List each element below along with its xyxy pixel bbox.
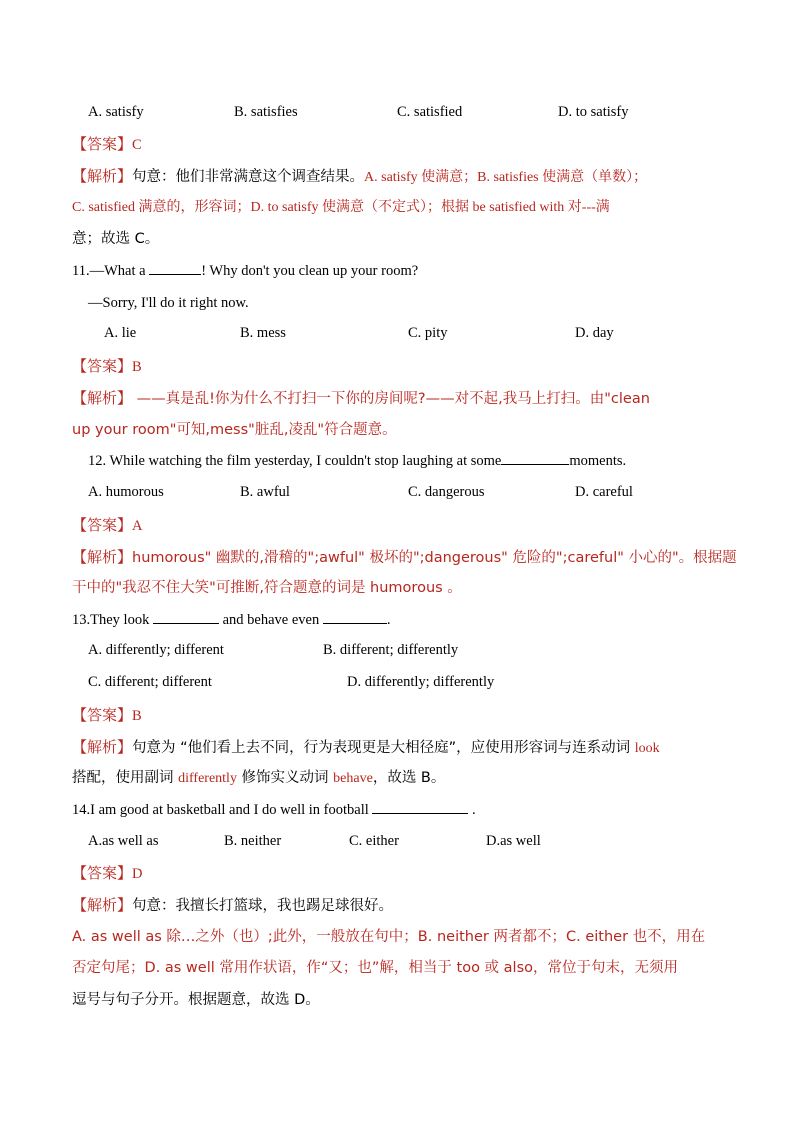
q11-option-a: A. lie bbox=[104, 325, 137, 341]
q11-option-b: B. mess bbox=[240, 325, 286, 341]
q12-answer bbox=[72, 516, 143, 535]
answer-value: A bbox=[132, 518, 143, 534]
q14-option-a: A.as well as bbox=[88, 833, 159, 849]
q11-stem-reply: —Sorry, I'll do it right now. bbox=[88, 295, 249, 311]
q10-option-b: B. satisfies bbox=[234, 104, 298, 120]
q10-analysis-line-2: C. satisfied 满意的，形容词；D. to satisfy 使满意（不定式）；根据 be satisfied with 对---满 bbox=[72, 200, 610, 215]
q14-stem: 14.I am good at basketball and I do well in football . bbox=[72, 802, 476, 818]
q14-option-c: C. either bbox=[349, 833, 399, 849]
q11-option-d: D. day bbox=[575, 325, 614, 341]
answer-value: B bbox=[132, 708, 142, 724]
q12-option-a: A. humorous bbox=[88, 484, 164, 500]
q14-option-b: B. neither bbox=[224, 833, 282, 849]
q12-stem: 12. While watching the film yesterday, I couldn't stop laughing at some moments. bbox=[88, 453, 627, 469]
answer-label: 【答案】 bbox=[72, 135, 133, 153]
analysis-label: 【解析】 bbox=[72, 389, 133, 407]
q11-stem: 11.—What a ! Why don't you clean up your room? bbox=[72, 263, 419, 279]
q11-analysis-line-2: up your room"可知,mess"脏乱,凌乱"符合题意。 bbox=[72, 422, 397, 438]
q11-analysis-line-1: 【解析】 ——真是乱!你为什么不打扫一下你的房间呢?——对不起,我马上打扫。由"clean bbox=[72, 389, 650, 407]
answer-blank-2 bbox=[323, 611, 387, 624]
q11-answer bbox=[72, 357, 142, 376]
q11-option-c: C. pity bbox=[408, 325, 448, 341]
q12-analysis-line-2: 干中的"我忍不住大笑"可推断,符合题意的词是 humorous 。 bbox=[72, 580, 462, 596]
analysis-label: 【解析】 bbox=[72, 896, 133, 914]
q14-option-d: D.as well bbox=[486, 833, 541, 849]
q13-option-c: C. different; different bbox=[88, 674, 212, 690]
q12-analysis-line-1: 【解析】humorous" 幽默的,滑稽的";awful" 极坏的";dangerous" 危险的";careful" 小心的"。根据题 bbox=[72, 548, 737, 566]
q13-option-a: A. differently; different bbox=[88, 642, 224, 658]
q12-option-d: D. careful bbox=[575, 484, 633, 500]
q13-answer bbox=[72, 706, 142, 725]
q14-analysis-line-2: A. as well as 除…之外（也）;此外，一般放在句中；B. neither 两者都不；C. either 也不，用在 bbox=[72, 929, 706, 945]
analysis-label: 【解析】 bbox=[72, 738, 133, 756]
answer-label: 【答案】 bbox=[72, 706, 133, 724]
answer-blank-1 bbox=[153, 611, 219, 624]
answer-blank bbox=[149, 262, 201, 275]
q12-option-c: C. dangerous bbox=[408, 484, 485, 500]
q14-answer bbox=[72, 864, 143, 883]
q10-option-d: D. to satisfy bbox=[558, 104, 629, 120]
q12-option-b: B. awful bbox=[240, 484, 290, 500]
q13-option-d: D. differently; differently bbox=[347, 674, 495, 690]
q13-analysis-line-2: 搭配，使用副词 differently 修饰实义动词 behave，故选 B。 bbox=[72, 770, 446, 786]
q10-answer bbox=[72, 135, 142, 154]
analysis-label: 【解析】 bbox=[72, 548, 133, 566]
answer-value: C bbox=[132, 137, 142, 153]
q14-analysis-line-3: 否定句尾；D. as well 常用作状语，作“又；也”解，相当于 too 或 also，常位于句末，无须用 bbox=[72, 960, 678, 976]
q10-option-a: A. satisfy bbox=[88, 104, 144, 120]
q10-analysis-line-1: 【解析】句意：他们非常满意这个调查结果。A. satisfy 使满意；B. satisfies 使满意（单数）； bbox=[72, 167, 648, 185]
q14-analysis-line-4: 逗号与句子分开。根据题意，故选 D。 bbox=[72, 992, 320, 1008]
q13-option-b: B. different; differently bbox=[323, 642, 459, 658]
q10-analysis-line-3: 意；故选 C。 bbox=[72, 231, 160, 247]
answer-blank bbox=[501, 452, 569, 465]
answer-blank bbox=[372, 801, 468, 814]
answer-value: D bbox=[132, 866, 143, 882]
answer-value: B bbox=[132, 359, 142, 375]
q10-option-c: C. satisfied bbox=[397, 104, 463, 120]
q13-stem: 13.They look and behave even . bbox=[72, 612, 391, 628]
q14-analysis-line-1: 【解析】句意：我擅长打篮球，我也踢足球很好。 bbox=[72, 896, 394, 914]
answer-label: 【答案】 bbox=[72, 864, 133, 882]
q13-analysis-line-1: 【解析】句意为 “他们看上去不同，行为表现更是大相径庭”，应使用形容词与连系动词 look bbox=[72, 738, 660, 756]
analysis-label: 【解析】 bbox=[72, 167, 133, 185]
answer-label: 【答案】 bbox=[72, 357, 133, 375]
answer-label: 【答案】 bbox=[72, 516, 133, 534]
